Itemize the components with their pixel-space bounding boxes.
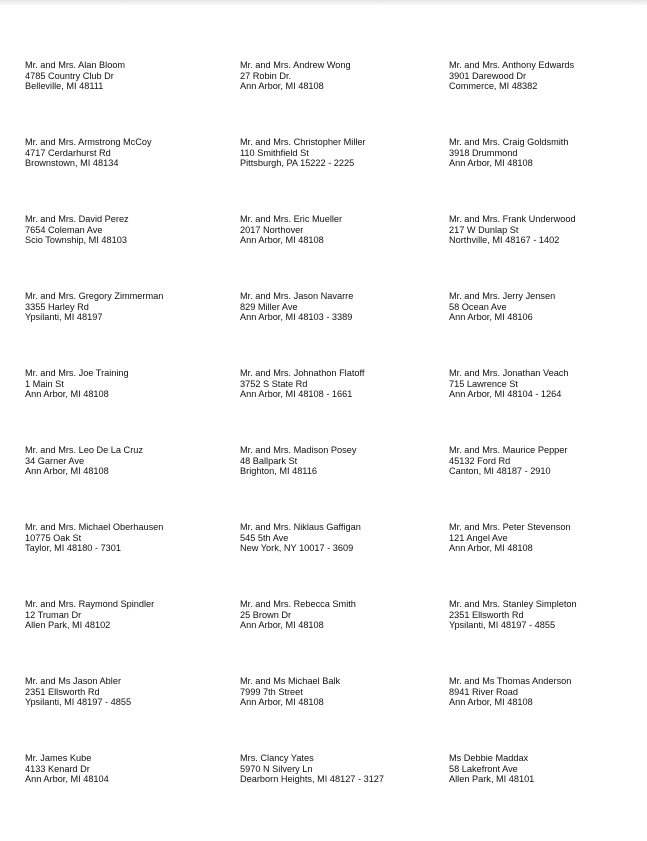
label-city-state-zip: Ann Arbor, MI 48108 - 1661 [240, 389, 353, 400]
address-label [25, 368, 240, 445]
address-label [449, 137, 635, 214]
address-label [449, 522, 635, 599]
label-street-address: 58 Lakefront Ave [449, 763, 518, 774]
label-city-state-zip: Canton, MI 48187 - 2910 [449, 466, 551, 477]
label-recipient-name: Mr. and Mrs. Joe Training [25, 368, 129, 378]
label-recipient-name: Mr. and Mrs. Maurice Pepper [449, 445, 568, 455]
address-label [25, 676, 240, 753]
address-label [240, 291, 449, 368]
label-street-address: 715 Lawrence St [449, 378, 518, 389]
label-recipient-name: Mr. James Kube [25, 753, 92, 763]
label-street-address: 5970 N Silvery Ln [240, 763, 313, 774]
label-city-state-zip: Ann Arbor, MI 48108 [449, 158, 533, 169]
address-label [240, 753, 449, 830]
label-city-state-zip: Ann Arbor, MI 48103 - 3389 [240, 312, 353, 323]
label-city-state-zip: Allen Park, MI 48101 [449, 774, 535, 785]
label-street-address: 545 5th Ave [240, 532, 289, 543]
label-city-state-zip: Ypsilanti, MI 48197 [25, 312, 103, 323]
label-street-address: 110 Smithfield St [240, 147, 309, 158]
label-recipient-name: Mr. and Mrs. Craig Goldsmith [449, 137, 569, 147]
label-recipient-name: Mr. and Ms Thomas Anderson [449, 676, 572, 686]
label-recipient-name: Mr. and Mrs. Stanley Simpleton [449, 599, 577, 609]
address-label-sheet [25, 60, 635, 830]
label-city-state-zip: Scio Township, MI 48103 [25, 235, 127, 246]
address-label [25, 753, 240, 830]
label-recipient-name: Mrs. Clancy Yates [240, 753, 314, 763]
address-label [449, 60, 635, 137]
label-city-state-zip: Ann Arbor, MI 48108 [25, 466, 109, 477]
address-label [25, 445, 240, 522]
label-recipient-name: Mr. and Mrs. Peter Stevenson [449, 522, 571, 532]
label-city-state-zip: Ann Arbor, MI 48108 [240, 620, 324, 631]
label-recipient-name: Mr. and Mrs. Alan Bloom [25, 60, 126, 70]
label-city-state-zip: New York, NY 10017 - 3609 [240, 543, 354, 554]
label-recipient-name: Mr. and Mrs. Jerry Jensen [449, 291, 556, 301]
label-recipient-name: Mr. and Mrs. Michael Oberhausen [25, 522, 164, 532]
label-recipient-name: Mr. and Mrs. Johnathon Flatoff [240, 368, 365, 378]
address-label [25, 291, 240, 368]
label-recipient-name: Mr. and Mrs. Eric Mueller [240, 214, 343, 224]
address-label [240, 60, 449, 137]
label-street-address: 3355 Harley Rd [25, 301, 89, 312]
address-label [25, 522, 240, 599]
address-label [240, 368, 449, 445]
address-label [240, 137, 449, 214]
label-city-state-zip: Northville, MI 48167 - 1402 [449, 235, 560, 246]
label-recipient-name: Mr. and Mrs. Gregory Zimmerman [25, 291, 164, 301]
label-street-address: 8941 River Road [449, 686, 518, 697]
label-city-state-zip: Ann Arbor, MI 48108 [240, 697, 324, 708]
label-city-state-zip: Brighton, MI 48116 [240, 466, 317, 477]
label-city-state-zip: Ann Arbor, MI 48106 [449, 312, 533, 323]
label-street-address: 3752 S State Rd [240, 378, 308, 389]
label-recipient-name: Mr. and Mrs. Niklaus Gaffigan [240, 522, 361, 532]
address-label [240, 445, 449, 522]
label-city-state-zip: Belleville, MI 48111 [25, 81, 104, 92]
label-recipient-name: Mr. and Mrs. Frank Underwood [449, 214, 576, 224]
label-city-state-zip: Brownstown, MI 48134 [25, 158, 119, 169]
address-label [25, 60, 240, 137]
label-recipient-name: Mr. and Mrs. Raymond Spindler [25, 599, 155, 609]
label-street-address: 25 Brown Dr [240, 609, 292, 620]
address-label [449, 368, 635, 445]
label-street-address: 217 W Dunlap St [449, 224, 519, 235]
label-street-address: 48 Ballpark St [240, 455, 298, 466]
label-city-state-zip: Ypsilanti, MI 48197 - 4855 [449, 620, 556, 631]
label-city-state-zip: Ann Arbor, MI 48108 [25, 389, 109, 400]
label-city-state-zip: Commerce, MI 48382 [449, 81, 538, 92]
address-label [449, 445, 635, 522]
label-street-address: 10775 Oak St [25, 532, 82, 543]
address-label [449, 753, 635, 830]
label-street-address: 7654 Coleman Ave [25, 224, 103, 235]
label-street-address: 58 Ocean Ave [449, 301, 507, 312]
label-city-state-zip: Pittsburgh, PA 15222 - 2225 [240, 158, 355, 169]
label-recipient-name: Mr. and Ms Michael Balk [240, 676, 341, 686]
label-street-address: 121 Angel Ave [449, 532, 508, 543]
label-street-address: 2017 Northover [240, 224, 304, 235]
label-recipient-name: Mr. and Mrs. Madison Posey [240, 445, 357, 455]
label-city-state-zip: Ann Arbor, MI 48104 - 1264 [449, 389, 562, 400]
label-street-address: 12 Truman Dr [25, 609, 82, 620]
label-street-address: 7999 7th Street [240, 686, 303, 697]
label-city-state-zip: Ann Arbor, MI 48108 [449, 543, 533, 554]
label-recipient-name: Mr. and Ms Jason Abler [25, 676, 122, 686]
label-recipient-name: Mr. and Mrs. Leo De La Cruz [25, 445, 143, 455]
address-label [25, 599, 240, 676]
address-label [449, 599, 635, 676]
page-top-shadow [0, 0, 647, 6]
label-recipient-name: Mr. and Mrs. Armstrong McCoy [25, 137, 152, 147]
label-street-address: 2351 Ellsworth Rd [25, 686, 100, 697]
address-label [240, 599, 449, 676]
label-city-state-zip: Allen Park, MI 48102 [25, 620, 111, 631]
label-street-address: 4717 Cerdarhurst Rd [25, 147, 111, 158]
label-recipient-name: Mr. and Mrs. Jonathan Veach [449, 368, 569, 378]
label-street-address: 45132 Ford Rd [449, 455, 511, 466]
label-street-address: 829 Miller Ave [240, 301, 298, 312]
label-recipient-name: Mr. and Mrs. Andrew Wong [240, 60, 351, 70]
label-recipient-name: Ms Debbie Maddax [449, 753, 529, 763]
address-label [449, 676, 635, 753]
label-street-address: 1 Main St [25, 378, 64, 389]
address-label [240, 214, 449, 291]
address-label [240, 522, 449, 599]
address-label [25, 137, 240, 214]
label-street-address: 4133 Kenard Dr [25, 763, 90, 774]
label-city-state-zip: Ann Arbor, MI 48104 [25, 774, 109, 785]
address-label [449, 291, 635, 368]
label-recipient-name: Mr. and Mrs. Jason Navarre [240, 291, 354, 301]
label-recipient-name: Mr. and Mrs. Rebecca Smith [240, 599, 356, 609]
label-recipient-name: Mr. and Mrs. David Perez [25, 214, 129, 224]
label-city-state-zip: Taylor, MI 48180 - 7301 [25, 543, 122, 554]
label-city-state-zip: Dearborn Heights, MI 48127 - 3127 [240, 774, 385, 785]
label-city-state-zip: Ann Arbor, MI 48108 [240, 235, 324, 246]
address-label [25, 214, 240, 291]
label-street-address: 3918 Drummond [449, 147, 518, 158]
label-street-address: 2351 Ellsworth Rd [449, 609, 524, 620]
label-city-state-zip: Ann Arbor, MI 48108 [240, 81, 324, 92]
address-label [240, 676, 449, 753]
address-label [449, 214, 635, 291]
label-city-state-zip: Ann Arbor, MI 48108 [449, 697, 533, 708]
label-recipient-name: Mr. and Mrs. Anthony Edwards [449, 60, 575, 70]
label-city-state-zip: Ypsilanti, MI 48197 - 4855 [25, 697, 132, 708]
label-street-address: 27 Robin Dr. [240, 70, 292, 81]
label-street-address: 3901 Darewood Dr [449, 70, 527, 81]
label-street-address: 34 Garner Ave [25, 455, 85, 466]
label-street-address: 4785 Country Club Dr [25, 70, 114, 81]
label-recipient-name: Mr. and Mrs. Christopher Miller [240, 137, 366, 147]
